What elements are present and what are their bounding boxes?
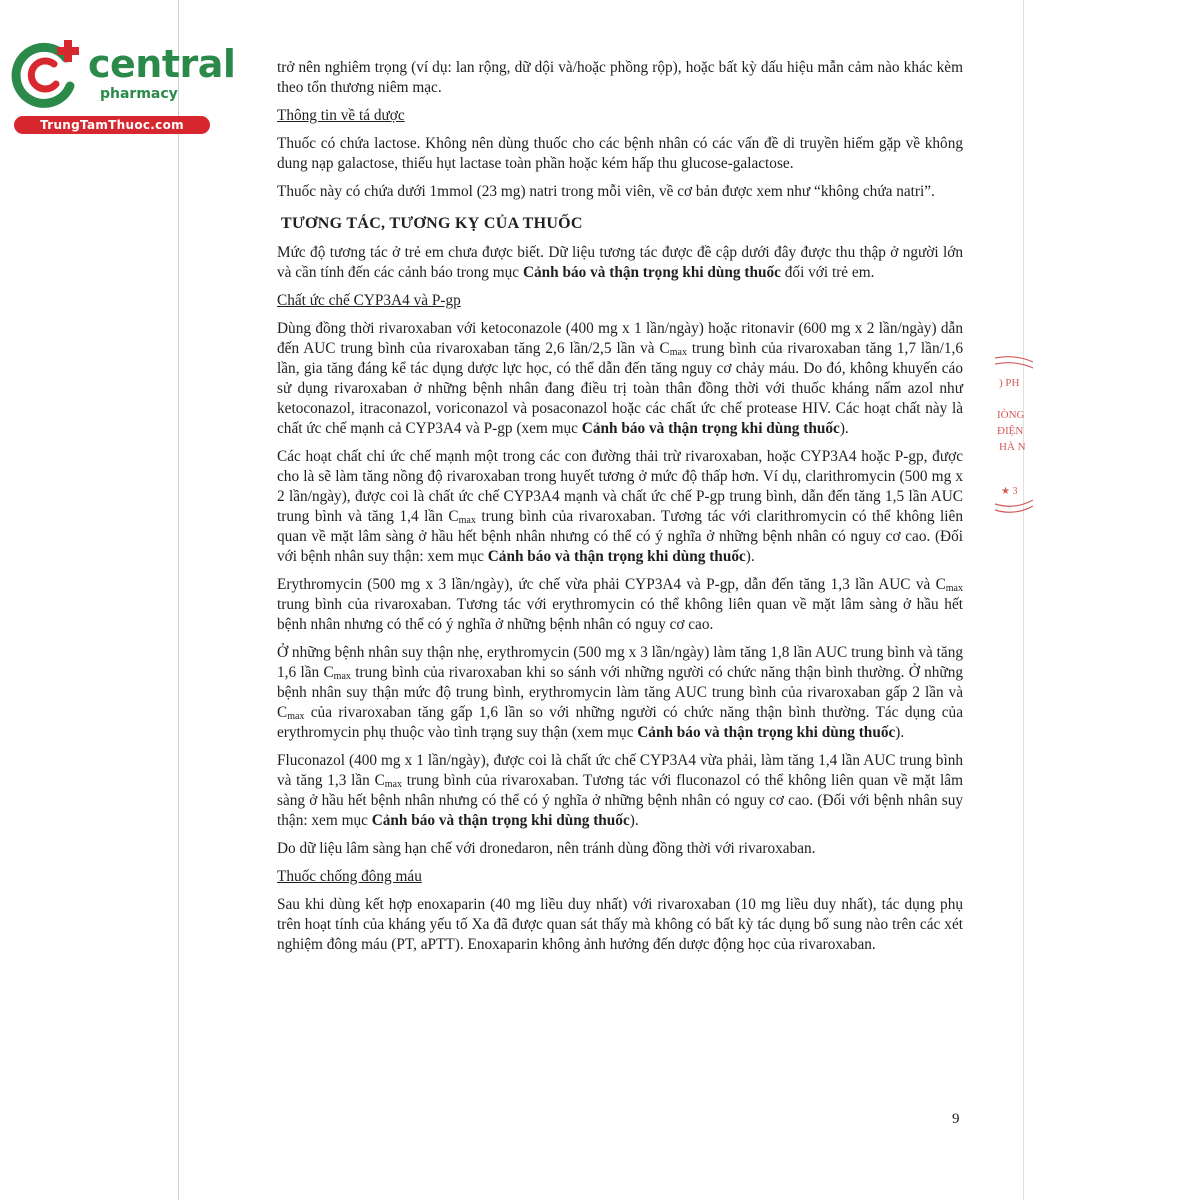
- central-pharmacy-logo[interactable]: [10, 36, 236, 136]
- paragraph: [277, 751, 963, 831]
- cmax-subscript: max: [945, 583, 963, 594]
- text-run: Fluconazol (400 mg x 1 lần/ngày), được coi là chất ức chế CYP3A4 vừa phải, làm tăng 1,4 lần AUC trung bình và tăng 1,3 lần C: [277, 752, 963, 789]
- cmax-subscript: max: [333, 671, 351, 682]
- paragraph: [277, 575, 963, 635]
- text-run: Mức độ tương tác ở trẻ em chưa được biết. Dữ liệu tương tác được đề cập dưới đây được thu thập ở người lớn và cần tính đến các cảnh báo trong mục: [277, 244, 963, 281]
- stamp-graphic: [985, 348, 1033, 518]
- paragraph: [277, 643, 963, 743]
- document-body: [277, 58, 963, 963]
- stamp-line-2: IÒNG: [997, 409, 1025, 421]
- stamp-line-4: HÀ N: [999, 441, 1026, 453]
- logo-sub-text: pharmacy: [100, 86, 178, 102]
- text-run: trung bình của rivaroxaban. Tương tác với clarithromycin có thể không liên quan về mặt lâm sàng ở hầu hết bệnh nhân nhưng có thể có ý nghĩa ở những bệnh nhân có nguy cơ cao. (Đối với bệnh nhân suy thận: xem mục: [277, 508, 963, 565]
- text-run: Erythromycin (500 mg x 3 lần/ngày), ức chế vừa phải CYP3A4 và P-gp, dẫn đến tăng 1,3 lần AUC và C: [277, 576, 946, 593]
- logo-brand-text: central: [88, 42, 236, 86]
- page-number: 9: [952, 1111, 960, 1127]
- stamp-line-1: ) PH: [999, 377, 1020, 389]
- text-run: Các hoạt chất chỉ ức chế mạnh một trong các con đường thải trừ rivaroxaban, hoặc CYP3A4 hoặc P-gp, được cho là sẽ làm tăng nồng độ rivaroxaban trong huyết tương ở mức độ thấp hơn. Ví dụ, clarithromycin (500 mg x 2 lần/ngày), được coi là chất ức chế CYP3A4 mạnh và chất ức chế P-gp trung bình, dẫn đến tăng 1,5 lần AUC trung bình và tăng 1,4 lần C: [277, 448, 963, 525]
- paragraph: [277, 447, 963, 567]
- cmax-subscript: max: [384, 779, 402, 790]
- cmax-subscript: max: [669, 347, 687, 358]
- text-run: Dùng đồng thời rivaroxaban với ketoconazole (400 mg x 1 lần/ngày) hoặc ritonavir (600 mg x 2 lần/ngày) dẫn đến AUC trung bình của rivaroxaban tăng 2,6 lần/2,5 lần và C: [277, 320, 963, 357]
- subheading-cyp3a4: Chất ức chế CYP3A4 và P-gp: [277, 292, 461, 309]
- text-run: đối với trẻ em.: [780, 264, 875, 281]
- text-run: ).: [839, 420, 849, 437]
- bold-reference: Cảnh báo và thận trọng khi dùng thuốc: [487, 548, 746, 565]
- paragraph: trở nên nghiêm trọng (ví dụ: lan rộng, dữ dội và/hoặc phồng rộp), hoặc bất kỳ dấu hiệu mẫn cảm nào khác kèm theo tổn thương niêm mạc.: [277, 59, 963, 96]
- text-run: ).: [629, 812, 639, 829]
- bold-reference: Cảnh báo và thận trọng khi dùng thuốc: [371, 812, 630, 829]
- bold-reference: Cảnh báo và thận trọng khi dùng thuốc: [637, 724, 896, 741]
- text-run: trung bình của rivaroxaban tăng 1,7 lần/1,6 lần, gia tăng đáng kể tác dụng dược lực học, có thể dẫn đến tăng nguy cơ chảy máu. Do đó, không khuyến cáo sử dụng rivaroxaban ở những bệnh nhân đang điều trị toàn thân đồng thời với thuốc kháng nấm azol như ketoconazol, itraconazol, voriconazol và posaconazol hoặc các chất ức chế protease HIV. Các hoạt chất này là chất ức chế mạnh cả CYP3A4 và P-gp (xem mục: [277, 340, 963, 437]
- logo-site-text: TrungTamThuoc.com: [14, 116, 210, 134]
- page-edge-left: [178, 0, 179, 1200]
- section-heading: TƯƠNG TÁC, TƯƠNG KỴ CỦA THUỐC: [281, 215, 583, 232]
- paragraph: Sau khi dùng kết hợp enoxaparin (40 mg liều duy nhất) với rivaroxaban (10 mg liều duy nhất), tác dụng phụ trên hoạt tính của kháng yếu tố Xa đã được quan sát thấy mà không có bất kỳ tác dụng bổ sung nào trên các xét nghiệm đông máu (PT, aPTT). Enoxaparin không ảnh hưởng đến dược động học của rivaroxaban.: [277, 896, 963, 953]
- paragraph: Do dữ liệu lâm sàng hạn chế với dronedaron, nên tránh dùng đồng thời với rivaroxaban.: [277, 840, 816, 857]
- partial-stamp: [985, 348, 1033, 518]
- bold-reference: Cảnh báo và thận trọng khi dùng thuốc: [522, 264, 781, 281]
- paragraph: Thuốc có chứa lactose. Không nên dùng thuốc cho các bệnh nhân có các vấn đề di truyền hiếm gặp về không dung nạp galactose, thiếu hụt lactase toàn phần hoặc kém hấp thu glucose-galactose.: [277, 135, 963, 172]
- subheading-excipients: Thông tin về tá dược: [277, 107, 405, 124]
- paragraph: [277, 243, 963, 283]
- subheading-anticoagulants: Thuốc chống đông máu: [277, 868, 422, 885]
- text-run: trung bình của rivaroxaban. Tương tác với fluconazol có thể không liên quan về mặt lâm sàng ở hầu hết bệnh nhân nhưng có thể có ý nghĩa ở những bệnh nhân có nguy cơ cao. (Đối với bệnh nhân suy thận: xem mục: [277, 772, 963, 829]
- text-run: trung bình của rivaroxaban. Tương tác với erythromycin có thể không liên quan về mặt lâm sàng ở hầu hết bệnh nhân nhưng có thể có ý nghĩa ở những bệnh nhân có nguy cơ cao.: [277, 596, 963, 633]
- stamp-line-5: ★ 3: [1001, 486, 1018, 497]
- paragraph: [277, 319, 963, 439]
- text-run: Ở những bệnh nhân suy thận nhẹ, erythromycin (500 mg x 3 lần/ngày) làm tăng 1,8 lần AUC trung bình và tăng 1,6 lần C: [277, 644, 963, 681]
- bold-reference: Cảnh báo và thận trọng khi dùng thuốc: [581, 420, 840, 437]
- page-edge-right: [1023, 0, 1024, 1200]
- paragraph: Thuốc này có chứa dưới 1mmol (23 mg) natri trong mỗi viên, về cơ bản được xem như “không chứa natri”.: [277, 183, 935, 200]
- text-run: trung bình của rivaroxaban khi so sánh với những người có chức năng thận bình thường. Ở những bệnh nhân suy thận mức độ trung bình, erythromycin làm tăng AUC trung bình của rivaroxaban gấp 2 lần và C: [277, 664, 963, 721]
- cmax-subscript: max: [458, 515, 476, 526]
- logo-c-cross-icon: [10, 36, 88, 114]
- cmax-subscript: max: [287, 711, 305, 722]
- text-run: ).: [895, 724, 905, 741]
- text-run: của rivaroxaban tăng gấp 1,6 lần so với những người có chức năng thận bình thường. Tác dụng của erythromycin phụ thuộc vào tình trạng suy thận (xem mục: [277, 704, 963, 741]
- stamp-line-3: ĐIỆN: [997, 425, 1024, 437]
- text-run: ).: [745, 548, 755, 565]
